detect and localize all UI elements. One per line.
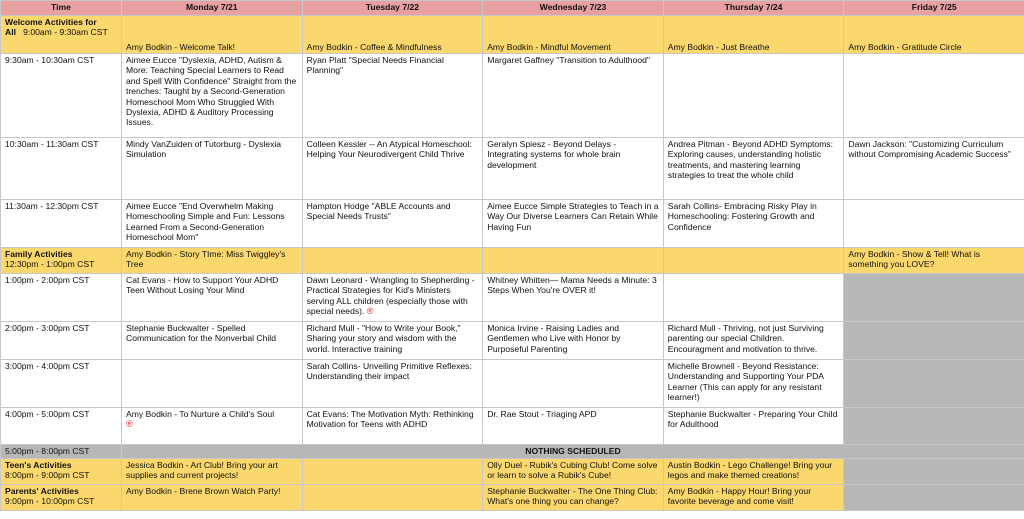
teens-cell-monday: Jessica Bodkin - Art Club! Bring your art supplies and current projects! — [122, 459, 303, 485]
time-cell: 11:30am - 12:30pm CST — [1, 200, 122, 248]
registered-icon: ® — [366, 306, 374, 317]
time-label: 12:30pm - 1:00pm CST — [5, 259, 95, 270]
session-cell: Stephanie Buckwalter - Spelled Communication for the Nonverbal Child — [122, 322, 303, 360]
parents-cell-thursday: Amy Bodkin - Happy Hour! Bring your favorite beverage and come visit! — [663, 485, 844, 511]
family-label: Family Activities — [5, 249, 73, 259]
family-cell-monday: Amy Bodkin - Story TIme: Miss Twiggley's Tree — [122, 248, 303, 274]
session-cell: Sarah Collins- Embracing Risky Play in Homeschooling: Fostering Growth and Confidence — [663, 200, 844, 248]
session-cell: Stephanie Buckwalter - Preparing Your Child for Adulthood — [663, 408, 844, 445]
session-row — [1, 360, 1024, 408]
session-cell: Aimee Eucce "Dyslexia, ADHD, Autism & More: Teaching Special Learners to Read and Spell With Confidence" Straight from the trenches: Taught by a Second-Generation Homeschool Mom Who Struggled With Dyslexia, ADHD & Auditory Processing Issues. — [122, 54, 303, 138]
session-row — [1, 274, 1024, 322]
session-cell: Cat Evans - How to Support Your ADHD Teen Without Losing Your Mind — [122, 274, 303, 322]
session-cell: Cat Evans: The Motivation Myth: Rethinking Motivation for Teens with ADHD — [302, 408, 483, 445]
blocked-cell — [844, 322, 1024, 360]
blocked-cell — [844, 485, 1024, 511]
col-header-tuesday: Tuesday 7/22 — [302, 1, 483, 16]
session-cell — [122, 360, 303, 408]
header-row — [1, 1, 1024, 16]
parents-cell-monday: Amy Bodkin - Brene Brown Watch Party! — [122, 485, 303, 511]
session-row — [1, 200, 1024, 248]
family-cell-friday: Amy Bodkin - Show & Tell! What is something you LOVE? — [844, 248, 1024, 274]
session-cell — [483, 360, 664, 408]
time-cell: 1:00pm - 2:00pm CST — [1, 274, 122, 322]
session-cell: Sarah Collins- Unveiling Primitive Reflexes: Understanding their impact — [302, 360, 483, 408]
session-cell: Hampton Hodge "ABLE Accounts and Special Needs Trusts" — [302, 200, 483, 248]
empty-cell — [663, 248, 844, 274]
session-cell: Colleen Kessler -- An Atypical Homeschool: Helping Your Neurodivergent Child Thrive — [302, 138, 483, 200]
time-cell: 4:00pm - 5:00pm CST — [1, 408, 122, 445]
empty-cell — [302, 248, 483, 274]
blocked-cell — [844, 274, 1024, 322]
col-header-wednesday: Wednesday 7/23 — [483, 1, 664, 16]
session-cell: Mindy VanZuiden of Tutorburg - Dyslexia Simulation — [122, 138, 303, 200]
parents-cell-wednesday: Stephanie Buckwalter - The One Thing Club: What's one thing you can change? — [483, 485, 664, 511]
session-cell: Michelle Brownell - Beyond Resistance: Understanding and Supporting Your PDA Learner (This can apply for any resistant learner!) — [663, 360, 844, 408]
session-row — [1, 54, 1024, 138]
teens-label: Teen's Activities — [5, 460, 72, 470]
session-cell: Monica Irvine - Raising Ladies and Gentlemen who Live with Honor by Purposeful Parenting — [483, 322, 664, 360]
blocked-cell — [844, 360, 1024, 408]
session-cell: Aimee Eucce Simple Strategies to Teach in a Way Our Diverse Learners Can Retain While Having Fun — [483, 200, 664, 248]
session-cell: Dawn Jackson: "Customizing Curriculum without Compromising Academic Success" — [844, 138, 1024, 200]
time-cell: 3:00pm - 4:00pm CST — [1, 360, 122, 408]
empty-cell — [483, 248, 664, 274]
time-cell — [1, 459, 122, 485]
col-header-time: Time — [1, 1, 122, 16]
time-label: 9:00am - 9:30am CST — [23, 27, 108, 38]
family-row — [1, 248, 1024, 274]
session-cell: Margaret Gaffney "Transition to Adulthood" — [483, 54, 664, 138]
parents-label: Parents' Activities — [5, 486, 79, 496]
time-cell: 2:00pm - 3:00pm CST — [1, 322, 122, 360]
session-row — [1, 408, 1024, 445]
session-cell: Geralyn Spiesz - Beyond Delays - Integrating systems for whole brain development — [483, 138, 664, 200]
parents-row — [1, 485, 1024, 511]
session-cell — [663, 274, 844, 322]
session-cell: Richard Mull - "How to Write your Book," Sharing your story and wisdom with the world. Interactive training — [302, 322, 483, 360]
session-cell: Andrea Pitman - Beyond ADHD Symptoms: Exploring causes, understanding holistic treatments, and mastering learning strategies to treat the whole child — [663, 138, 844, 200]
welcome-cell-tuesday: Amy Bodkin - Coffee & Mindfulness — [302, 16, 483, 54]
teens-cell-wednesday: Olly Duel - Rubik's Cubing Club! Come solve or learn to solve a Rubik's Cube! — [483, 459, 664, 485]
session-cell: Richard Mull - Thriving, not just Surviving parenting our special Children. Encouragment and motivation to thrive. — [663, 322, 844, 360]
time-cell — [1, 248, 122, 274]
time-cell — [1, 16, 122, 54]
welcome-label: Welcome Activities for All — [5, 17, 97, 38]
welcome-row — [1, 16, 1024, 54]
welcome-cell-thursday: Amy Bodkin - Just Breathe — [663, 16, 844, 54]
empty-cell — [302, 459, 483, 485]
session-cell — [844, 200, 1024, 248]
session-cell — [663, 54, 844, 138]
teens-row — [1, 459, 1024, 485]
session-cell: Amy Bodkin - To Nurture a Child's Soul ® — [122, 408, 303, 445]
time-cell: 10:30am - 11:30am CST — [1, 138, 122, 200]
teens-cell-thursday: Austin Bodkin - Lego Challenge! Bring your legos and make themed creations! — [663, 459, 844, 485]
empty-cell — [302, 485, 483, 511]
welcome-cell-friday: Amy Bodkin - Gratitude Circle — [844, 16, 1024, 54]
session-cell: Dawn Leonard - Wrangling to Shepherding - Practical Strategies for Kid's Ministers serving ALL children (especially those with special needs). ® — [302, 274, 483, 322]
welcome-cell-wednesday: Amy Bodkin - Mindful Movement — [483, 16, 664, 54]
col-header-friday: Friday 7/25 — [844, 1, 1024, 16]
time-cell: 5:00pm - 8:00pm CST — [1, 445, 122, 459]
session-cell — [844, 54, 1024, 138]
time-cell: 9:30am - 10:30am CST — [1, 54, 122, 138]
session-cell: Whitney Whitten— Mama Needs a Minute: 3 Steps When You're OVER it! — [483, 274, 664, 322]
session-row — [1, 138, 1024, 200]
registered-icon: ® — [126, 419, 133, 430]
time-label: 8:00pm - 9:00pm CST — [5, 470, 90, 481]
blocked-cell — [844, 408, 1024, 445]
nothing-scheduled-label: NOTHING SCHEDULED — [122, 445, 1024, 459]
time-cell — [1, 485, 122, 511]
session-cell: Ryan Platt "Special Needs Financial Planning" — [302, 54, 483, 138]
col-header-monday: Monday 7/21 — [122, 1, 303, 16]
session-row — [1, 322, 1024, 360]
time-label: 9:00pm - 10:00pm CST — [5, 496, 95, 507]
blocked-cell — [844, 459, 1024, 485]
session-cell: Aimee Eucce "End Overwhelm Making Homeschooling Simple and Fun: Lessons Learned From a Second-Generation Homeschool Mom" — [122, 200, 303, 248]
col-header-thursday: Thursday 7/24 — [663, 1, 844, 16]
session-cell: Dr. Rae Stout - Triaging APD — [483, 408, 664, 445]
welcome-cell-monday: Amy Bodkin - Welcome Talk! — [122, 16, 303, 54]
nothing-scheduled-row — [1, 445, 1024, 459]
